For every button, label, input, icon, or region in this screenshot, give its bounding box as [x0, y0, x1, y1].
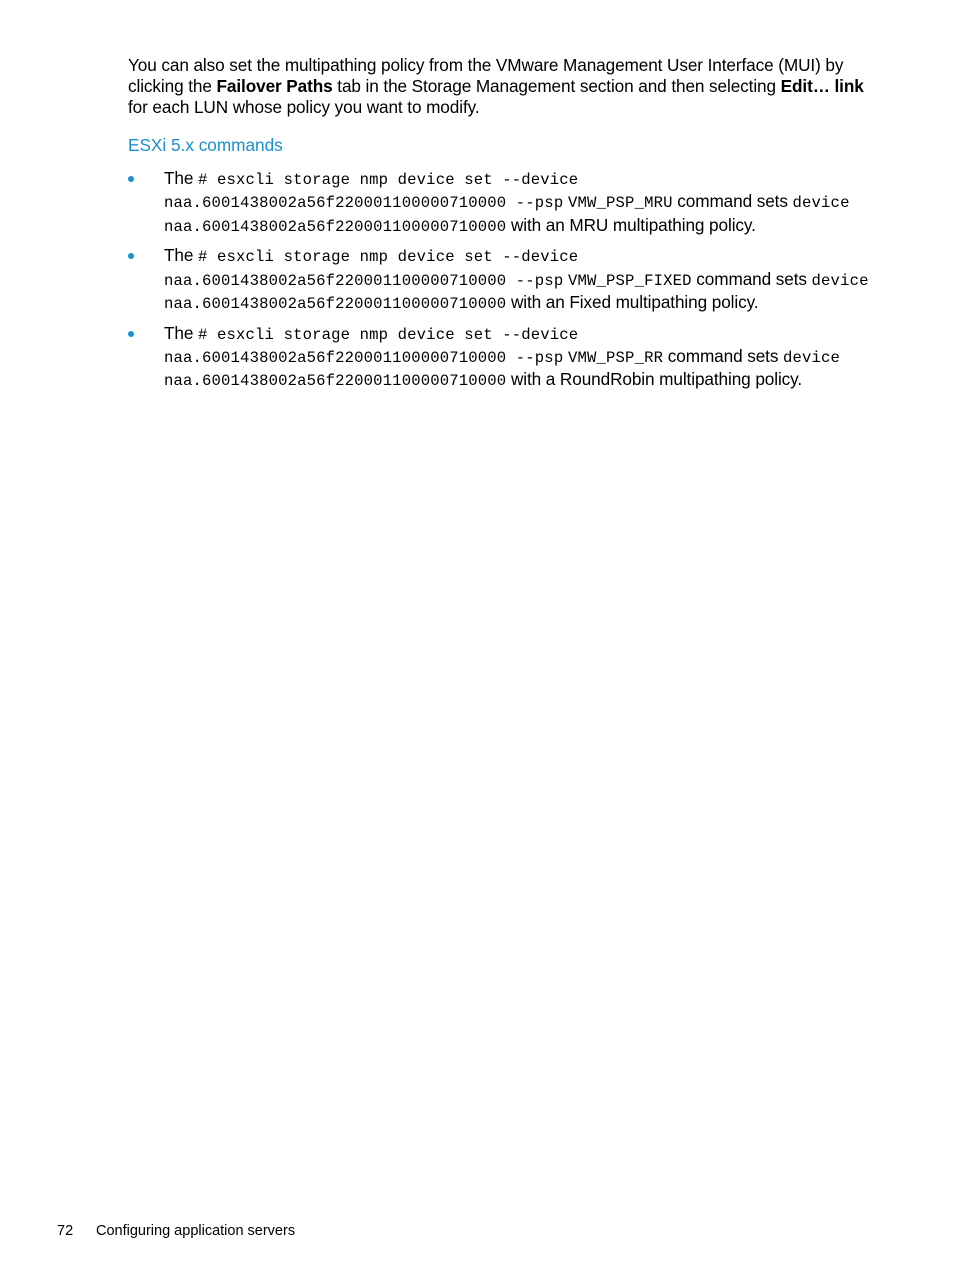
command-list [128, 168, 873, 393]
edit-link-name: Edit… link [780, 76, 864, 96]
intro-paragraph [128, 55, 873, 118]
psp-value: VMW_PSP_FIXED [568, 271, 692, 290]
psp-value: VMW_PSP_RR [568, 349, 664, 368]
device-label: device [811, 271, 869, 290]
psp-value: VMW_PSP_MRU [568, 194, 673, 213]
page-number: 72 [57, 1223, 74, 1239]
intro-text-2: tab in the Storage Management section and then selecting [332, 76, 781, 96]
device-id: naa.6001438002a56f220001100000710000 [164, 217, 507, 236]
device-label: device [783, 349, 841, 368]
page-content [128, 55, 873, 400]
command-code: # esxcli storage nmp device set --device naa.6001438002a56f220001100000710000 --psp [164, 325, 579, 368]
command-code: # esxcli storage nmp device set --device naa.6001438002a56f220001100000710000 --psp [164, 171, 579, 213]
item-prefix: The [164, 322, 198, 343]
item-suffix: with a RoundRobin multipathing policy. [506, 369, 803, 390]
item-prefix: The [164, 168, 198, 188]
bullet-icon [128, 331, 134, 337]
item-suffix: with an MRU multipathing policy. [506, 214, 756, 235]
device-id: naa.6001438002a56f220001100000710000 [164, 294, 507, 313]
item-prefix: The [164, 245, 198, 266]
item-mid: command sets [672, 191, 793, 212]
list-item [128, 323, 873, 393]
list-item [128, 245, 873, 315]
intro-text-3: for each LUN whose policy you want to modify. [128, 97, 480, 117]
esxi-5x-commands-link[interactable]: ESXi 5.x commands [128, 135, 283, 155]
intro-text-1: You can also set the multipathing policy from the VMware Management User Interface (MUI) by clicking the [128, 55, 844, 96]
item-mid: command sets [663, 346, 784, 367]
bullet-icon [128, 253, 134, 259]
item-mid: command sets [691, 268, 812, 289]
failover-paths-tab-name: Failover Paths [216, 76, 333, 96]
item-suffix: with an Fixed multipathing policy. [506, 291, 759, 312]
device-label: device [792, 194, 850, 213]
bullet-icon [128, 176, 134, 182]
page-footer [57, 1222, 295, 1240]
command-code: # esxcli storage nmp device set --device naa.6001438002a56f220001100000710000 --psp [164, 248, 579, 290]
footer-section-title: Configuring application servers [96, 1223, 296, 1239]
list-item [128, 168, 873, 238]
device-id: naa.6001438002a56f220001100000710000 [164, 372, 507, 391]
